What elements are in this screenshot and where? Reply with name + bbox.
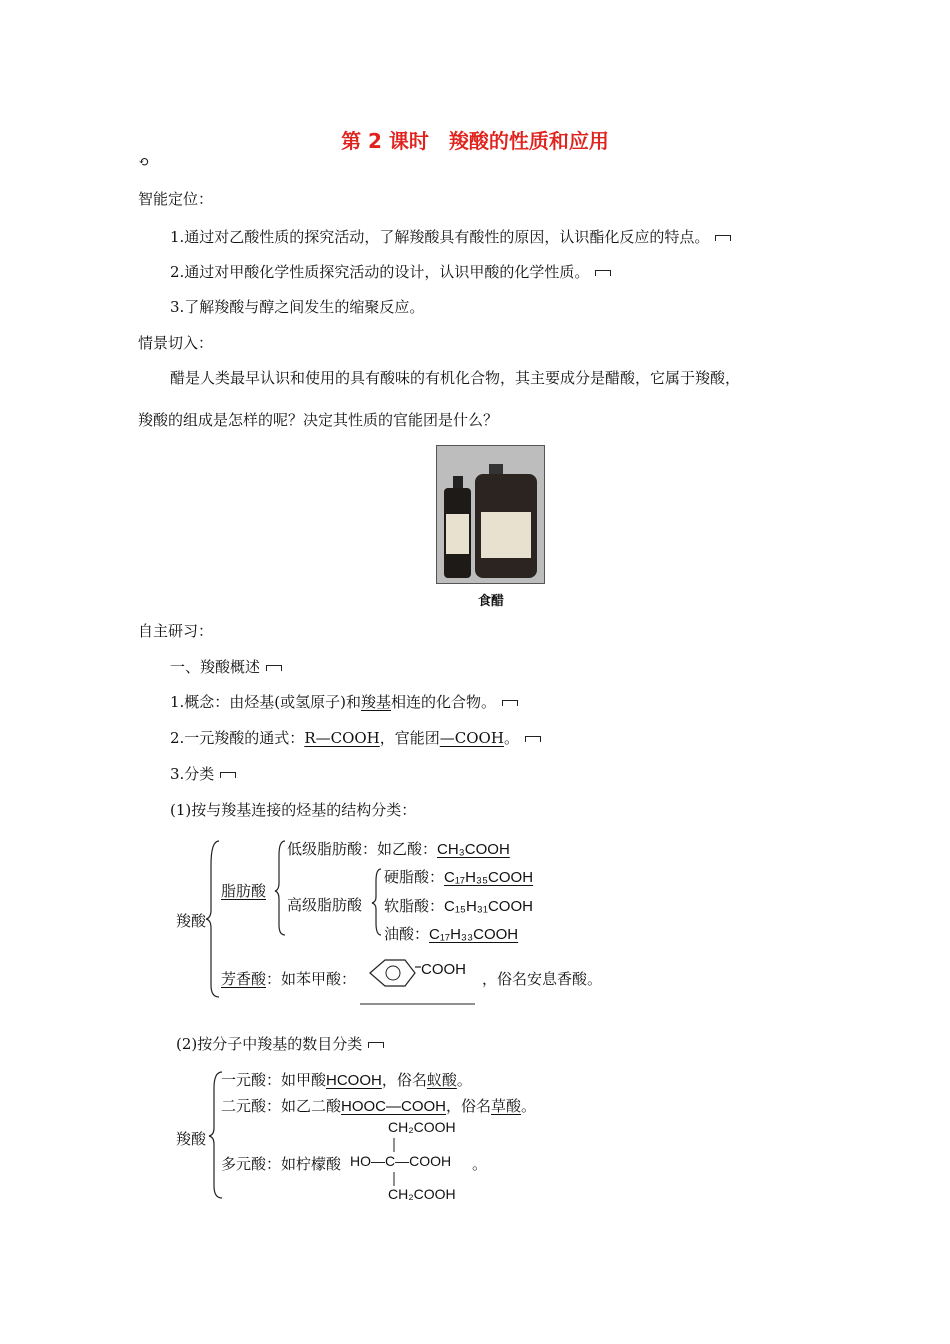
tree1-aromatic-group: COOH [421,961,466,978]
tree2-mono: 一元酸：如甲酸HCOOH，俗名蚁酸。 [221,1072,472,1089]
citric-bottom: CH₂COOH [388,1186,456,1202]
mark-icon [595,270,611,276]
tree1-higher: 高级脂肪酸 [287,897,363,914]
concept-line: 1.概念：由烃基(或氢原子)和羧基相连的化合物。 [170,691,518,712]
image-caption: 食醋 [477,594,504,609]
scenario-text-1: 醋是人类最早认识和使用的具有酸味的有机化合物，其主要成分是醋酸，它属于羧酸， [170,369,741,387]
tree1-stearic: 硬脂酸：C₁₇H₃₅COOH [384,869,534,886]
self-study-heading: 自主研习： [138,622,214,640]
mark-icon [715,235,731,241]
citric-middle: HO—C—COOH [350,1153,452,1169]
formula-line: 2.一元羧酸的通式：R—COOH，官能团—COOH。 [170,727,541,748]
mark-icon [266,665,282,671]
tree2-di: 二元酸：如乙二酸HOOC—COOH，俗名草酸。 [221,1098,537,1115]
mark-icon [525,736,541,742]
tree1-lower: 低级脂肪酸：如乙酸：CH₃COOH [287,841,510,858]
part1-title: 一、羧酸概述 [170,656,282,677]
mark-icon [220,772,236,778]
goal-3: 3.了解羧酸与醇之间发生的缩聚反应。 [170,298,425,316]
tree1-aromatic: 芳香酸：如苯甲酸： [221,971,357,988]
citric-bonds [388,1136,400,1188]
mark-icon [502,700,518,706]
mark-icon [368,1042,384,1048]
goal-1: 1.通过对乙酸性质的探究活动，了解羧酸具有酸性的原因，认识酯化反应的特点。 [170,226,731,247]
positioning-heading: 智能定位： [138,190,214,208]
vinegar-photo [436,445,545,584]
page-title: 第 2 课时 羧酸的性质和应用 [341,129,609,153]
tree1-root: 羧酸 [176,913,207,930]
tree1-palmitic: 软脂酸：C₁₅H₃₁COOH [384,898,533,915]
tree1-aromatic-suffix: ，俗名安息香酸。 [482,971,603,988]
decoration-icon: ⟲ [138,155,149,170]
tree1-oleic: 油酸：C₁₇H₃₃COOH [384,926,519,943]
goal-2: 2.通过对甲酸化学性质探究活动的设计，认识甲酸的化学性质。 [170,261,611,282]
scenario-text-2: 羧酸的组成是怎样的呢？决定其性质的官能团是什么？ [138,411,499,429]
citric-top: CH₂COOH [388,1119,456,1135]
classify-2: (2)按分子中羧基的数目分类 [176,1033,384,1054]
tree2-poly: 多元酸：如柠檬酸 [221,1156,342,1173]
classify-heading: 3.分类 [170,763,236,784]
classify-1: (1)按与羧基连接的烃基的结构分类： [170,801,417,819]
tree1-aliphatic: 脂肪酸 [221,883,267,900]
tree2-root: 羧酸 [176,1131,207,1148]
tree2-poly-end: 。 [472,1156,488,1173]
scenario-heading: 情景切入： [138,334,214,352]
